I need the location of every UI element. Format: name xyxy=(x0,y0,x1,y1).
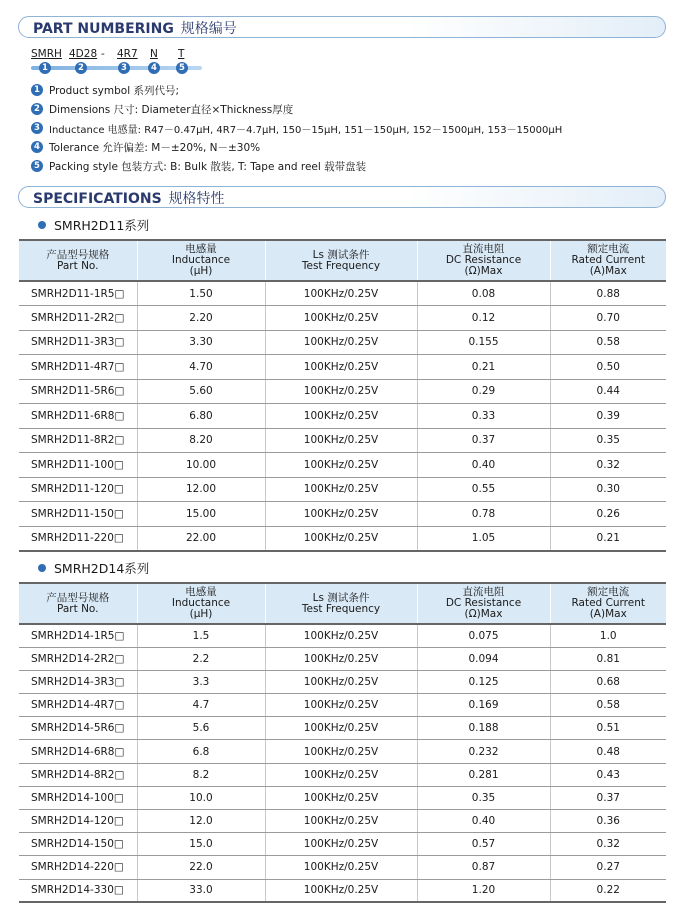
bullet-icon xyxy=(38,564,46,572)
column-header-cn: Ls 测试条件 xyxy=(312,591,370,604)
table-cell: 0.155 xyxy=(417,330,550,355)
table-cell: SMRH2D14-6R8□ xyxy=(19,740,137,763)
table-cell: SMRH2D11-100□ xyxy=(19,453,137,478)
table-row xyxy=(19,856,666,879)
table-cell: 0.40 xyxy=(417,810,550,833)
table-cell: 100KHz/0.25V xyxy=(265,647,417,670)
table-cell: 0.29 xyxy=(417,379,550,404)
table-row xyxy=(19,477,666,502)
table-cell: SMRH2D11-120□ xyxy=(19,477,137,502)
table-cell: 8.20 xyxy=(137,428,265,453)
table-row xyxy=(19,281,666,306)
table-cell: SMRH2D11-2R2□ xyxy=(19,306,137,331)
table-row xyxy=(19,624,666,647)
table-cell: 100KHz/0.25V xyxy=(265,763,417,786)
table-cell: 1.05 xyxy=(417,526,550,551)
table-cell: 0.169 xyxy=(417,694,550,717)
table-cell: 0.70 xyxy=(550,306,666,331)
table-row xyxy=(19,526,666,551)
table-cell: 0.32 xyxy=(550,453,666,478)
table-cell: 100KHz/0.25V xyxy=(265,856,417,879)
table-cell: 15.00 xyxy=(137,502,265,527)
column-header xyxy=(417,583,550,624)
table-cell: SMRH2D14-120□ xyxy=(19,810,137,833)
table-row xyxy=(19,428,666,453)
table-cell: 3.3 xyxy=(137,670,265,693)
column-header xyxy=(137,240,265,281)
specifications-title: SPECIFICATIONS 规格特性 xyxy=(33,191,225,207)
table-cell: 100KHz/0.25V xyxy=(265,428,417,453)
table-body xyxy=(19,281,666,551)
column-header-unit: (A)Max xyxy=(589,608,627,620)
table-cell: 100KHz/0.25V xyxy=(265,404,417,429)
column-header xyxy=(265,240,417,281)
table-cell: 0.50 xyxy=(550,355,666,380)
column-header xyxy=(417,240,550,281)
description-text: Packing style 包装方式: B: Bulk 散装, T: Tape and reel 载带盘装 xyxy=(49,161,367,173)
column-header-en: Test Frequency xyxy=(301,602,381,615)
table-cell: SMRH2D11-150□ xyxy=(19,502,137,527)
column-header-en: DC Resistance xyxy=(445,597,522,609)
table-cell: 100KHz/0.25V xyxy=(265,694,417,717)
part-numbering-title: PART NUMBERING 规格编号 xyxy=(33,21,237,37)
table-cell: 5.6 xyxy=(137,717,265,740)
table-cell: 100KHz/0.25V xyxy=(265,355,417,380)
table-cell: 0.43 xyxy=(550,763,666,786)
table-cell: 0.232 xyxy=(417,740,550,763)
column-header-en: DC Resistance xyxy=(445,254,522,266)
table-cell: 6.8 xyxy=(137,740,265,763)
table-cell: 0.68 xyxy=(550,670,666,693)
table-cell: 6.80 xyxy=(137,404,265,429)
table-row xyxy=(19,502,666,527)
table-cell: 0.35 xyxy=(550,428,666,453)
table-cell: 100KHz/0.25V xyxy=(265,453,417,478)
column-header-unit: (μH) xyxy=(189,608,213,620)
table-cell: 8.2 xyxy=(137,763,265,786)
marker-4: 4 xyxy=(148,62,160,74)
code-dimension: 4D28 xyxy=(69,48,98,60)
spec-table xyxy=(19,582,666,903)
table-cell: SMRH2D14-220□ xyxy=(19,856,137,879)
column-header-en: Inductance xyxy=(171,597,231,609)
table-cell: 2.20 xyxy=(137,306,265,331)
table-cell: 0.48 xyxy=(550,740,666,763)
table-cell: 0.39 xyxy=(550,404,666,429)
table-cell: 0.58 xyxy=(550,694,666,717)
table-cell: 1.50 xyxy=(137,281,265,306)
column-header-cn: 产品型号规格 xyxy=(46,591,110,604)
marker-5: 5 xyxy=(176,62,188,74)
table-cell: 0.12 xyxy=(417,306,550,331)
column-header-cn: 电感量 xyxy=(185,243,217,255)
table-cell: 100KHz/0.25V xyxy=(265,502,417,527)
table-body xyxy=(19,624,666,902)
table-cell: SMRH2D14-2R2□ xyxy=(19,647,137,670)
table-cell: 100KHz/0.25V xyxy=(265,379,417,404)
description-text: Product symbol 系列代号; xyxy=(49,85,179,97)
table-cell: 100KHz/0.25V xyxy=(265,833,417,856)
series-heading: SMRH2D11系列 xyxy=(38,216,149,234)
table-cell: 1.20 xyxy=(417,879,550,902)
table-cell: 100KHz/0.25V xyxy=(265,281,417,306)
table-row xyxy=(19,647,666,670)
column-header-en: Part No. xyxy=(57,259,99,272)
table-row xyxy=(19,786,666,809)
table-cell: 100KHz/0.25V xyxy=(265,740,417,763)
column-header-cn: 直流电阻 xyxy=(462,243,505,255)
table-row xyxy=(19,453,666,478)
code-series: SMRH xyxy=(31,48,62,60)
table-cell: 0.51 xyxy=(550,717,666,740)
table-cell: SMRH2D14-3R3□ xyxy=(19,670,137,693)
table-cell: 1.0 xyxy=(550,624,666,647)
table-cell: 0.37 xyxy=(417,428,550,453)
column-header-cn: 额定电流 xyxy=(587,243,630,255)
description-number: 4 xyxy=(31,141,43,153)
column-header xyxy=(550,583,666,624)
column-header xyxy=(19,240,137,281)
table-cell: 0.075 xyxy=(417,624,550,647)
column-header-cn: 额定电流 xyxy=(587,586,630,598)
table-cell: 22.0 xyxy=(137,856,265,879)
column-header-en: Rated Current xyxy=(571,597,645,609)
series-heading: SMRH2D14系列 xyxy=(38,559,149,577)
table-cell: 0.08 xyxy=(417,281,550,306)
column-header xyxy=(137,583,265,624)
table-cell: 0.35 xyxy=(417,786,550,809)
table-cell: SMRH2D14-4R7□ xyxy=(19,694,137,717)
table-cell: 100KHz/0.25V xyxy=(265,526,417,551)
table-cell: 100KHz/0.25V xyxy=(265,717,417,740)
table-cell: SMRH2D11-6R8□ xyxy=(19,404,137,429)
table-cell: SMRH2D11-8R2□ xyxy=(19,428,137,453)
table-cell: 10.00 xyxy=(137,453,265,478)
table-cell: SMRH2D11-5R6□ xyxy=(19,379,137,404)
table-cell: 12.0 xyxy=(137,810,265,833)
table-row xyxy=(19,740,666,763)
table-cell: 0.188 xyxy=(417,717,550,740)
table-cell: 0.44 xyxy=(550,379,666,404)
table-cell: 100KHz/0.25V xyxy=(265,624,417,647)
table-row xyxy=(19,355,666,380)
table-cell: 0.37 xyxy=(550,786,666,809)
table-cell: 0.81 xyxy=(550,647,666,670)
spec-table xyxy=(19,239,666,552)
table-row xyxy=(19,694,666,717)
part-numbering-header xyxy=(18,16,666,38)
marker-1: 1 xyxy=(39,62,51,74)
table-cell: 100KHz/0.25V xyxy=(265,330,417,355)
table-cell: SMRH2D11-3R3□ xyxy=(19,330,137,355)
column-header-unit: (μH) xyxy=(189,265,213,277)
code-inductance: 4R7 xyxy=(117,48,138,60)
table-cell: 100KHz/0.25V xyxy=(265,786,417,809)
description-text: Tolerance 允许偏差: M－±20%, N－±30% xyxy=(49,142,261,154)
table-cell: 12.00 xyxy=(137,477,265,502)
table-cell: 0.88 xyxy=(550,281,666,306)
column-header-en: Inductance xyxy=(171,254,231,266)
table-cell: 4.7 xyxy=(137,694,265,717)
table-cell: 1.5 xyxy=(137,624,265,647)
table-cell: 0.094 xyxy=(417,647,550,670)
table-cell: 0.57 xyxy=(417,833,550,856)
table-row xyxy=(19,833,666,856)
table-header-row xyxy=(19,583,666,624)
column-header-en: Test Frequency xyxy=(301,259,381,272)
marker-2: 2 xyxy=(75,62,87,74)
table-cell: SMRH2D14-8R2□ xyxy=(19,763,137,786)
code-packing: T xyxy=(178,48,185,60)
table-cell: 0.125 xyxy=(417,670,550,693)
bullet-icon xyxy=(38,221,46,229)
table-cell: 0.21 xyxy=(550,526,666,551)
table-cell: 5.60 xyxy=(137,379,265,404)
table-cell: 10.0 xyxy=(137,786,265,809)
description-number: 5 xyxy=(31,160,43,172)
table-cell: SMRH2D14-5R6□ xyxy=(19,717,137,740)
table-cell: 0.58 xyxy=(550,330,666,355)
table-cell: SMRH2D11-4R7□ xyxy=(19,355,137,380)
table-cell: 0.26 xyxy=(550,502,666,527)
table-cell: SMRH2D11-220□ xyxy=(19,526,137,551)
marker-3: 3 xyxy=(118,62,130,74)
table-cell: SMRH2D14-150□ xyxy=(19,833,137,856)
table-cell: 0.281 xyxy=(417,763,550,786)
column-header-cn: 产品型号规格 xyxy=(46,248,110,261)
description-number: 3 xyxy=(31,122,43,134)
table-cell: 0.33 xyxy=(417,404,550,429)
column-header-cn: 直流电阻 xyxy=(462,586,505,598)
description-number: 2 xyxy=(31,103,43,115)
column-header-en: Part No. xyxy=(57,602,99,615)
table-cell: 0.40 xyxy=(417,453,550,478)
table-cell: SMRH2D14-100□ xyxy=(19,786,137,809)
table-row xyxy=(19,404,666,429)
table-cell: SMRH2D14-330□ xyxy=(19,879,137,902)
table-cell: 0.21 xyxy=(417,355,550,380)
table-cell: 100KHz/0.25V xyxy=(265,670,417,693)
table-cell: 0.27 xyxy=(550,856,666,879)
table-row xyxy=(19,763,666,786)
table-cell: SMRH2D11-1R5□ xyxy=(19,281,137,306)
table-cell: 0.30 xyxy=(550,477,666,502)
table-row xyxy=(19,670,666,693)
table-cell: 33.0 xyxy=(137,879,265,902)
table-cell: 3.30 xyxy=(137,330,265,355)
code-dash: - xyxy=(101,48,105,60)
code-tolerance: N xyxy=(150,48,158,60)
table-cell: SMRH2D14-1R5□ xyxy=(19,624,137,647)
table-cell: 100KHz/0.25V xyxy=(265,810,417,833)
column-header xyxy=(265,583,417,624)
column-header-cn: 电感量 xyxy=(185,586,217,598)
table-row xyxy=(19,306,666,331)
table-cell: 0.32 xyxy=(550,833,666,856)
table-cell: 2.2 xyxy=(137,647,265,670)
column-header-unit: (Ω)Max xyxy=(464,265,503,277)
table-cell: 22.00 xyxy=(137,526,265,551)
table-cell: 0.87 xyxy=(417,856,550,879)
column-header-en: Rated Current xyxy=(571,254,645,266)
table-cell: 0.36 xyxy=(550,810,666,833)
table-row xyxy=(19,379,666,404)
description-text: Inductance 电感量: R47－0.47μH, 4R7－4.7μH, 150－15μH, 151－150μH, 152－1500μH, 153－15000μH xyxy=(49,125,563,136)
table-cell: 100KHz/0.25V xyxy=(265,477,417,502)
column-header-cn: Ls 测试条件 xyxy=(312,248,370,261)
table-row xyxy=(19,879,666,902)
table-row xyxy=(19,717,666,740)
table-cell: 0.78 xyxy=(417,502,550,527)
description-text: Dimensions 尺寸: Diameter直径×Thickness厚度 xyxy=(49,104,294,116)
table-cell: 0.55 xyxy=(417,477,550,502)
table-cell: 4.70 xyxy=(137,355,265,380)
description-number: 1 xyxy=(31,84,43,96)
specifications-header xyxy=(18,186,666,208)
table-row xyxy=(19,330,666,355)
table-cell: 100KHz/0.25V xyxy=(265,879,417,902)
table-header-row xyxy=(19,240,666,281)
table-cell: 100KHz/0.25V xyxy=(265,306,417,331)
table-cell: 15.0 xyxy=(137,833,265,856)
column-header xyxy=(550,240,666,281)
table-row xyxy=(19,810,666,833)
column-header-unit: (Ω)Max xyxy=(464,608,503,620)
column-header xyxy=(19,583,137,624)
column-header-unit: (A)Max xyxy=(589,265,627,277)
table-cell: 0.22 xyxy=(550,879,666,902)
